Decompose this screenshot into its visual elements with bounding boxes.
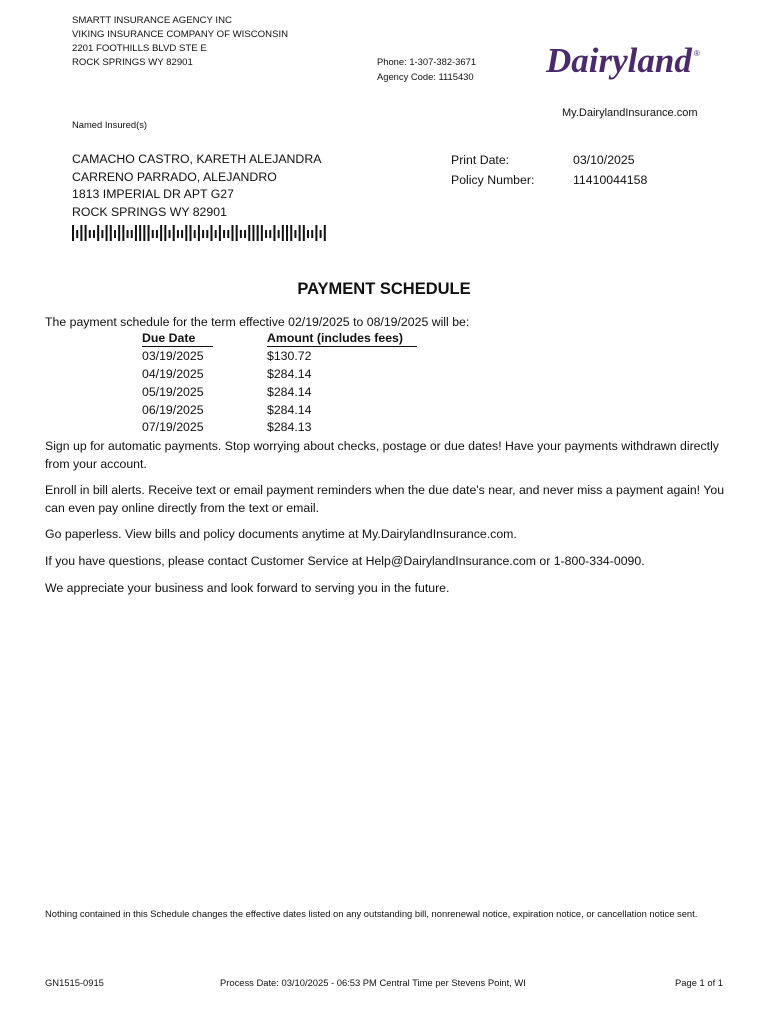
barcode-bar xyxy=(294,230,296,238)
barcode-bar xyxy=(303,225,305,241)
barcode-bar xyxy=(190,225,192,241)
barcode-bar xyxy=(93,230,95,238)
due-date-cell: 04/19/2025 xyxy=(142,367,204,381)
postal-barcode xyxy=(72,225,328,241)
print-date-label: Print Date: xyxy=(451,153,510,167)
due-date-cell: 06/19/2025 xyxy=(142,403,204,417)
closing-paragraph: We appreciate your business and look forward to serving you in the future. xyxy=(45,581,450,595)
barcode-bar xyxy=(215,230,217,238)
barcode-bar xyxy=(278,230,280,238)
logo-wordmark: Dairyland xyxy=(546,41,692,80)
agency-phone: Phone: 1-307-382-3671 xyxy=(377,56,477,67)
due-date-cell: 03/19/2025 xyxy=(142,349,204,363)
bill-alerts-paragraph: Enroll in bill alerts. Receive text or email payment reminders when the due date's near, and never miss a payment again! You can even pay online directly from the text or email. xyxy=(45,483,725,515)
contact-paragraph: If you have questions, please contact Customer Service at Help@DairylandInsurance.com or 1-800-334-0090. xyxy=(45,554,645,568)
barcode-bar xyxy=(240,230,242,238)
website-link[interactable]: My.DairylandInsurance.com xyxy=(562,107,698,119)
barcode-bar xyxy=(85,225,87,241)
barcode-bar xyxy=(173,225,175,241)
barcode-bar xyxy=(164,225,166,241)
amount-cell: $284.14 xyxy=(267,367,312,381)
barcode-bar xyxy=(219,225,221,241)
dairyland-logo xyxy=(544,38,704,92)
barcode-bar xyxy=(290,225,292,241)
barcode-bar xyxy=(97,225,99,241)
amount-cell: $284.14 xyxy=(267,403,312,417)
page-title: PAYMENT SCHEDULE xyxy=(297,280,471,298)
barcode-bar xyxy=(76,230,78,238)
barcode-bar xyxy=(227,230,229,238)
barcode-bar xyxy=(273,225,275,241)
barcode-bar xyxy=(185,225,187,241)
paperless-paragraph: Go paperless. View bills and policy documents anytime at My.DairylandInsurance.com. xyxy=(45,527,517,541)
agency-contact xyxy=(377,54,476,84)
barcode-bar xyxy=(89,230,91,238)
barcode-bar xyxy=(248,225,250,241)
agency-name: SMARTT INSURANCE AGENCY INC xyxy=(72,15,232,26)
barcode-bar xyxy=(135,225,137,241)
insurer-name: VIKING INSURANCE COMPANY OF WISCONSIN xyxy=(72,29,289,40)
barcode-bar xyxy=(320,230,322,238)
barcode-bar xyxy=(131,230,133,238)
barcode-bar xyxy=(282,225,284,241)
agency-address xyxy=(72,14,288,70)
barcode-bar xyxy=(110,225,112,241)
barcode-bar xyxy=(80,225,82,241)
barcode-bar xyxy=(210,225,212,241)
insured-street: 1813 IMPERIAL DR APT G27 xyxy=(72,187,234,201)
logo-registered-mark: ® xyxy=(694,49,700,58)
barcode-bar xyxy=(202,230,204,238)
due-date-cell: 05/19/2025 xyxy=(142,385,204,399)
barcode-bar xyxy=(198,225,200,241)
schedule-intro: The payment schedule for the term effective 02/19/2025 to 08/19/2025 will be: xyxy=(45,315,470,329)
barcode-bar xyxy=(72,225,74,241)
barcode-bar xyxy=(265,230,267,238)
barcode-bar xyxy=(299,225,301,241)
barcode-bar xyxy=(311,230,313,238)
barcode-bar xyxy=(261,225,263,241)
insured-name-2: CARRENO PARRADO, ALEJANDRO xyxy=(72,169,277,184)
amount-header: Amount (includes fees) xyxy=(267,331,417,347)
named-insured-label: Named Insured(s) xyxy=(72,119,148,130)
barcode-bar xyxy=(122,225,124,241)
barcode-bar xyxy=(106,225,108,241)
policy-number-value: 11410044158 xyxy=(573,173,648,187)
barcode-bar xyxy=(143,225,145,241)
autopay-paragraph: Sign up for automatic payments. Stop worrying about checks, postage or due dates! Have your payments withdrawn directly from your account. xyxy=(45,439,719,471)
barcode-bar xyxy=(236,225,238,241)
barcode-bar xyxy=(194,230,196,238)
due-date-header: Due Date xyxy=(142,331,213,347)
barcode-bar xyxy=(244,230,246,238)
barcode-bar xyxy=(231,225,233,241)
form-code: GN1515-0915 xyxy=(45,977,104,988)
process-date: Process Date: 03/10/2025 - 06:53 PM Central Time per Stevens Point, WI xyxy=(220,977,526,988)
insured-name-1: CAMACHO CASTRO, KARETH ALEJANDRA xyxy=(72,152,322,166)
insured-city: ROCK SPRINGS WY 82901 xyxy=(72,204,227,219)
policy-number-label: Policy Number: xyxy=(451,173,535,187)
barcode-bar xyxy=(152,230,154,238)
agency-code: Agency Code: 1115430 xyxy=(377,71,474,82)
barcode-bar xyxy=(257,225,259,241)
barcode-bar xyxy=(114,230,116,238)
barcode-bar xyxy=(127,230,129,238)
due-date-cell: 07/19/2025 xyxy=(142,420,204,434)
barcode-bar xyxy=(206,230,208,238)
barcode-bar xyxy=(223,230,225,238)
barcode-bar xyxy=(139,225,141,241)
barcode-bar xyxy=(269,230,271,238)
barcode-bar xyxy=(181,230,183,238)
barcode-bar xyxy=(177,230,179,238)
amount-cell: $130.72 xyxy=(267,349,312,363)
agency-street: 2201 FOOTHILLS BLVD STE E xyxy=(72,43,207,54)
print-date-value: 03/10/2025 xyxy=(573,153,635,167)
amount-cell: $284.14 xyxy=(267,385,312,399)
barcode-bar xyxy=(286,225,288,241)
barcode-bar xyxy=(118,225,120,241)
barcode-bar xyxy=(252,225,254,241)
barcode-bar xyxy=(101,230,103,238)
amount-cell: $284.13 xyxy=(267,420,312,434)
disclaimer-footnote: Nothing contained in this Schedule changes the effective dates listed on any outstanding bill, nonrenewal notice, expiration notice, or cancellation notice sent. xyxy=(45,908,698,919)
barcode-bar xyxy=(156,230,158,238)
barcode-bar xyxy=(160,225,162,241)
page-number: Page 1 of 1 xyxy=(675,977,723,988)
agency-city: ROCK SPRINGS WY 82901 xyxy=(72,57,193,68)
barcode-bar xyxy=(307,230,309,238)
barcode-bar xyxy=(315,225,317,241)
barcode-bar xyxy=(169,230,171,238)
insured-address xyxy=(72,151,321,221)
barcode-bar xyxy=(148,225,150,241)
barcode-bar xyxy=(324,225,326,241)
